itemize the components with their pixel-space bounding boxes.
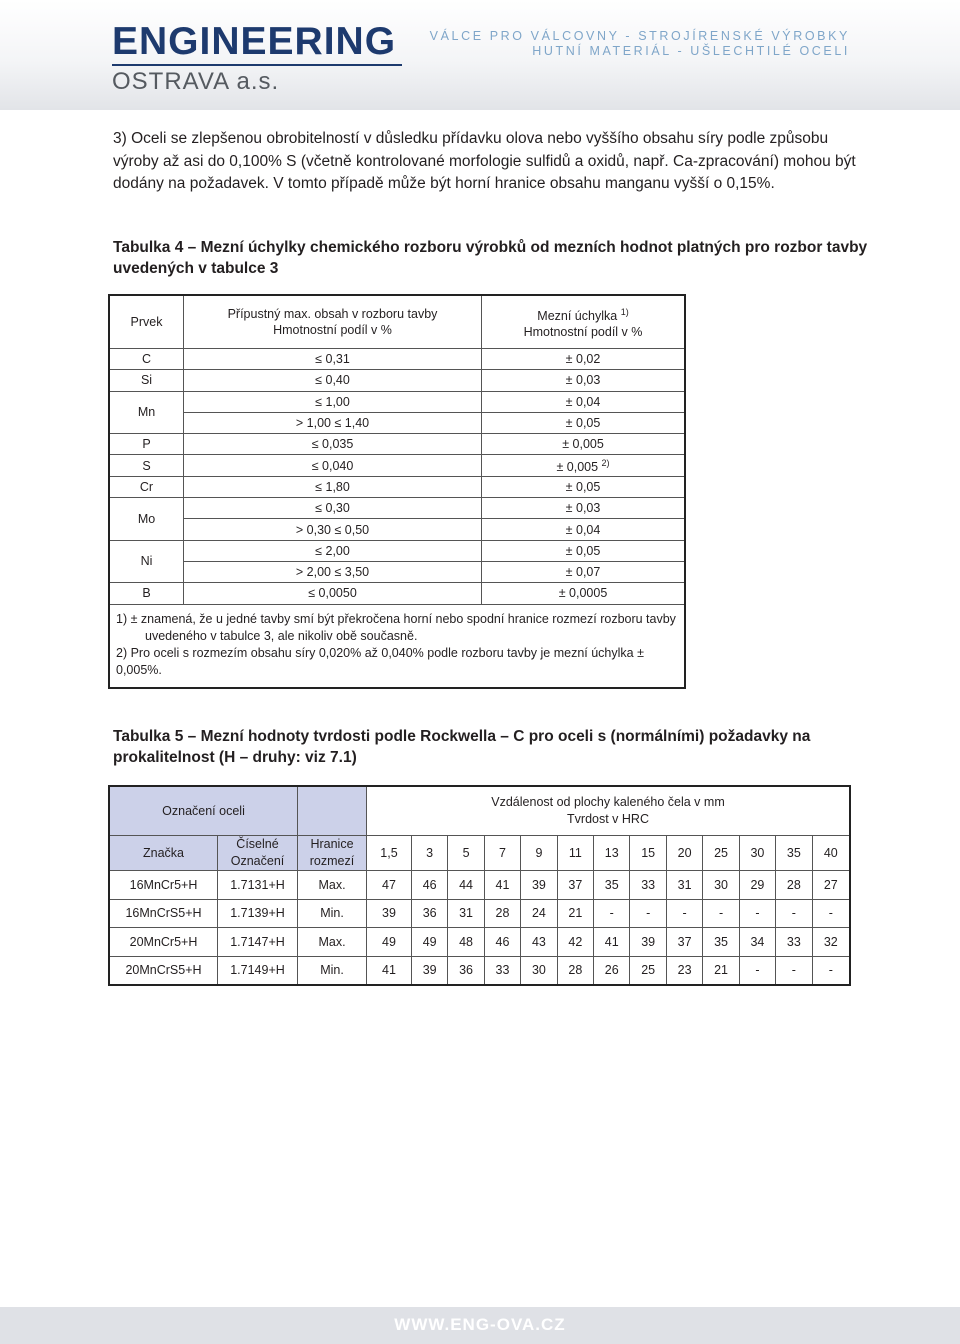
- hardness-cell: 46: [411, 871, 447, 900]
- tagline-line-1: VÁLCE PRO VÁLCOVNY - STROJÍRENSKÉ VÝROBKY: [429, 29, 850, 43]
- number-cell: 1.7149+H: [218, 956, 298, 985]
- header-text: rozmezí: [309, 854, 355, 868]
- table-row: [109, 956, 850, 985]
- deviation-cell: [482, 412, 686, 433]
- hardness-cell: -: [666, 899, 702, 928]
- hardness-cell: 36: [448, 956, 484, 985]
- hardness-cell: -: [776, 956, 812, 985]
- deviation-cell: [482, 498, 686, 519]
- table5-header-number: [218, 836, 298, 871]
- limit-cell: Min.: [298, 956, 367, 985]
- element-cell: Si: [109, 370, 184, 391]
- hardness-cell: 47: [367, 871, 412, 900]
- grade-cell: 20MnCr5+H: [109, 928, 218, 957]
- hardness-cell: 25: [630, 956, 666, 985]
- max-content-cell: > 1,00 ≤ 1,40: [184, 412, 482, 433]
- hardness-cell: 31: [666, 871, 702, 900]
- max-content-cell: ≤ 0,40: [184, 370, 482, 391]
- table-row: [109, 928, 850, 957]
- deviation-cell: [482, 349, 686, 370]
- table4-header-deviation: [482, 295, 686, 349]
- deviation-cell: [482, 391, 686, 412]
- table4-notes: [109, 604, 685, 688]
- limit-cell: Min.: [298, 899, 367, 928]
- number-cell: 1.7139+H: [218, 899, 298, 928]
- note-2-line-2: 0,005%.: [116, 662, 162, 677]
- table5: [108, 785, 851, 986]
- table5-header-limit: [298, 836, 367, 871]
- hardness-cell: 42: [557, 928, 593, 957]
- footnote-ref: 2): [601, 457, 610, 468]
- hardness-cell: 41: [367, 956, 412, 985]
- deviation-value: ± 0,07: [565, 565, 601, 580]
- max-content-cell: ≤ 1,00: [184, 391, 482, 412]
- table4: [108, 294, 686, 689]
- table-row: [109, 412, 685, 433]
- deviation-value: ± 0,03: [565, 373, 601, 388]
- grade-cell: 16MnCr5+H: [109, 871, 218, 900]
- header-text: Tvrdost v HRC: [567, 812, 649, 826]
- deviation-value: ± 0,05: [565, 479, 601, 494]
- table5-body: [109, 871, 850, 986]
- distance-header-cell: 7: [484, 836, 520, 871]
- hardness-cell: 33: [776, 928, 812, 957]
- tagline-line-2: HUTNÍ MATERIÁL - UŠLECHTILÉ OCELI: [532, 44, 850, 58]
- table4-body: [109, 349, 685, 605]
- deviation-value: ± 0,05: [565, 416, 601, 431]
- header-text: Hranice: [310, 837, 354, 851]
- header-text: Mezní úchylka: [537, 309, 618, 324]
- table-row: [109, 476, 685, 497]
- hardness-cell: 44: [448, 871, 484, 900]
- hardness-cell: -: [812, 956, 850, 985]
- deviation-cell: [482, 434, 686, 455]
- distance-header-cell: 13: [594, 836, 630, 871]
- distance-header-cell: 1,5: [367, 836, 412, 871]
- max-content-cell: ≤ 0,0050: [184, 583, 482, 604]
- element-cell: Mo: [109, 498, 184, 541]
- distance-header-cell: 3: [411, 836, 447, 871]
- element-cell: Ni: [109, 540, 184, 583]
- hardness-cell: 30: [521, 956, 557, 985]
- distance-header-cell: 25: [703, 836, 739, 871]
- table4-notes-row: [109, 604, 685, 688]
- hardness-cell: 48: [448, 928, 484, 957]
- hardness-cell: 28: [484, 899, 520, 928]
- hardness-cell: 37: [666, 928, 702, 957]
- hardness-cell: 49: [367, 928, 412, 957]
- hardness-cell: 36: [411, 899, 447, 928]
- element-cell: Cr: [109, 476, 184, 497]
- distance-header-cell: 20: [666, 836, 702, 871]
- hardness-cell: -: [594, 899, 630, 928]
- hardness-cell: 33: [630, 871, 666, 900]
- element-cell: B: [109, 583, 184, 604]
- hardness-cell: -: [630, 899, 666, 928]
- table5-header-row-2: [109, 836, 850, 871]
- distance-header-cell: 40: [812, 836, 850, 871]
- table5-header-distance: [367, 786, 851, 836]
- max-content-cell: ≤ 0,31: [184, 349, 482, 370]
- company-logo-subtext: OSTRAVA a.s.: [112, 68, 280, 95]
- table-row: [109, 498, 685, 519]
- grade-cell: 16MnCrS5+H: [109, 899, 218, 928]
- hardness-cell: 34: [739, 928, 775, 957]
- header-text: Hmotnostní podíl v %: [273, 323, 392, 337]
- hardness-cell: 31: [448, 899, 484, 928]
- table4-caption: Tabulka 4 – Mezní úchylky chemického rozboru výrobků od mezních hodnot platných pro rozbor tavby uvedených v tabulce 3: [113, 239, 868, 277]
- hardness-cell: -: [739, 899, 775, 928]
- table4-header-element: [109, 295, 184, 349]
- table-row: [109, 455, 685, 476]
- hardness-cell: 43: [521, 928, 557, 957]
- footer-url: WWW.ENG-OVA.CZ: [394, 1315, 566, 1334]
- hardness-cell: 46: [484, 928, 520, 957]
- hardness-cell: 28: [776, 871, 812, 900]
- note-2-line-1: 2) Pro oceli s rozmezím obsahu síry 0,020% až 0,040% podle rozboru tavby je mezní úchylka ±: [116, 645, 644, 660]
- page-header: [0, 0, 960, 110]
- element-cell: S: [109, 455, 184, 476]
- hardness-cell: 29: [739, 871, 775, 900]
- hardness-cell: -: [776, 899, 812, 928]
- limit-cell: Max.: [298, 928, 367, 957]
- table-row: [109, 434, 685, 455]
- table5-header-steel-designation: [109, 786, 298, 836]
- header-text: Označení oceli: [162, 803, 245, 818]
- hardness-cell: 37: [557, 871, 593, 900]
- deviation-value: ± 0,005: [562, 437, 604, 452]
- header-text: Hmotnostní podíl v %: [523, 325, 643, 340]
- hardness-cell: 28: [557, 956, 593, 985]
- element-cell: Mn: [109, 391, 184, 434]
- hardness-cell: 39: [411, 956, 447, 985]
- table-row: [109, 561, 685, 582]
- hardness-cell: 26: [594, 956, 630, 985]
- deviation-cell: [482, 476, 686, 497]
- hardness-cell: 30: [703, 871, 739, 900]
- hardness-cell: 32: [812, 928, 850, 957]
- deviation-cell: [482, 540, 686, 561]
- header-text: Značka: [143, 845, 184, 860]
- hardness-cell: -: [703, 899, 739, 928]
- max-content-cell: ≤ 2,00: [184, 540, 482, 561]
- header-text: Číselné: [236, 837, 279, 851]
- hardness-cell: 21: [703, 956, 739, 985]
- limit-cell: Max.: [298, 871, 367, 900]
- hardness-cell: 39: [630, 928, 666, 957]
- table-row: [109, 349, 685, 370]
- deviation-cell: [482, 561, 686, 582]
- distance-header-cell: 5: [448, 836, 484, 871]
- deviation-value: ± 0,02: [565, 352, 601, 367]
- table-row: [109, 899, 850, 928]
- hardness-cell: 41: [594, 928, 630, 957]
- max-content-cell: ≤ 0,040: [184, 455, 482, 476]
- distance-header-cell: 35: [776, 836, 812, 871]
- hardness-cell: 24: [521, 899, 557, 928]
- table-row: [109, 391, 685, 412]
- header-text: Označení: [230, 854, 285, 868]
- header-text: Prvek: [130, 315, 163, 329]
- table-row: [109, 540, 685, 561]
- table-row: [109, 519, 685, 540]
- deviation-cell: [482, 519, 686, 540]
- grade-cell: 20MnCrS5+H: [109, 956, 218, 985]
- note-1-line-2: uvedeného v tabulce 3, ale nikoliv obě současně.: [145, 628, 418, 643]
- hardness-cell: 49: [411, 928, 447, 957]
- hardness-cell: -: [739, 956, 775, 985]
- hardness-cell: 39: [367, 899, 412, 928]
- intro-paragraph: 3) Oceli se zlepšenou obrobitelností v důsledku přídavku olova nebo vyššího obsahu síry podle způsobu výroby až asi do 0,100% S (včetně kontrolované morfologie sulfidů a oxidů, např. Ca-zpracování) mohou být dodány na požadavek. V tomto případě může být horní hranice obsahu manganu vyšší o 0,15%.: [113, 130, 856, 192]
- hardness-cell: -: [812, 899, 850, 928]
- hardness-cell: 27: [812, 871, 850, 900]
- max-content-cell: > 2,00 ≤ 3,50: [184, 561, 482, 582]
- hardness-cell: 35: [594, 871, 630, 900]
- company-logo-text: ENGINEERING: [112, 20, 397, 63]
- table4-header-max: [184, 295, 482, 349]
- hardness-cell: 41: [484, 871, 520, 900]
- deviation-value: ± 0,03: [565, 501, 601, 516]
- number-cell: 1.7131+H: [218, 871, 298, 900]
- deviation-value: ± 0,04: [565, 522, 601, 537]
- max-content-cell: ≤ 0,30: [184, 498, 482, 519]
- table4-header-row: [109, 295, 685, 349]
- table-row: [109, 583, 685, 604]
- note-1-line-1: 1) ± znamená, že u jedné tavby smí být překročena horní nebo spodní hranice rozmezí rozboru tavby: [116, 611, 676, 626]
- deviation-value: ± 0,0005: [558, 586, 608, 601]
- hardness-cell: 39: [521, 871, 557, 900]
- number-cell: 1.7147+H: [218, 928, 298, 957]
- deviation-cell: [482, 370, 686, 391]
- deviation-cell: [482, 583, 686, 604]
- max-content-cell: ≤ 0,035: [184, 434, 482, 455]
- hardness-cell: 33: [484, 956, 520, 985]
- deviation-cell: [482, 455, 686, 476]
- hardness-cell: 21: [557, 899, 593, 928]
- deviation-value: ± 0,04: [565, 394, 601, 409]
- table5-header-grade: [109, 836, 218, 871]
- hardness-cell: 35: [703, 928, 739, 957]
- max-content-cell: ≤ 1,80: [184, 476, 482, 497]
- logo-divider: [112, 64, 402, 66]
- table5-header-row-1: [109, 786, 850, 836]
- table5-caption: Tabulka 5 – Mezní hodnoty tvrdosti podle Rockwella – C pro oceli s (normálními) požadavky na prokalitelnost (H – druhy: viz 7.1): [113, 728, 811, 766]
- table-row: [109, 871, 850, 900]
- header-text: Přípustný max. obsah v rozboru tavby: [227, 307, 438, 321]
- deviation-value: ± 0,05: [565, 543, 601, 558]
- table-row: [109, 370, 685, 391]
- max-content-cell: > 0,30 ≤ 0,50: [184, 519, 482, 540]
- element-cell: C: [109, 349, 184, 370]
- hardness-cell: 23: [666, 956, 702, 985]
- footnote-ref: 1): [620, 306, 629, 317]
- distance-header-cell: 11: [557, 836, 593, 871]
- deviation-value: ± 0,005: [556, 459, 599, 474]
- distance-header-cell: 9: [521, 836, 557, 871]
- distance-header-cell: 30: [739, 836, 775, 871]
- table5-header-blank: [298, 786, 367, 836]
- distance-header-cell: 15: [630, 836, 666, 871]
- header-text: Vzdálenost od plochy kaleného čela v mm: [491, 795, 725, 809]
- element-cell: P: [109, 434, 184, 455]
